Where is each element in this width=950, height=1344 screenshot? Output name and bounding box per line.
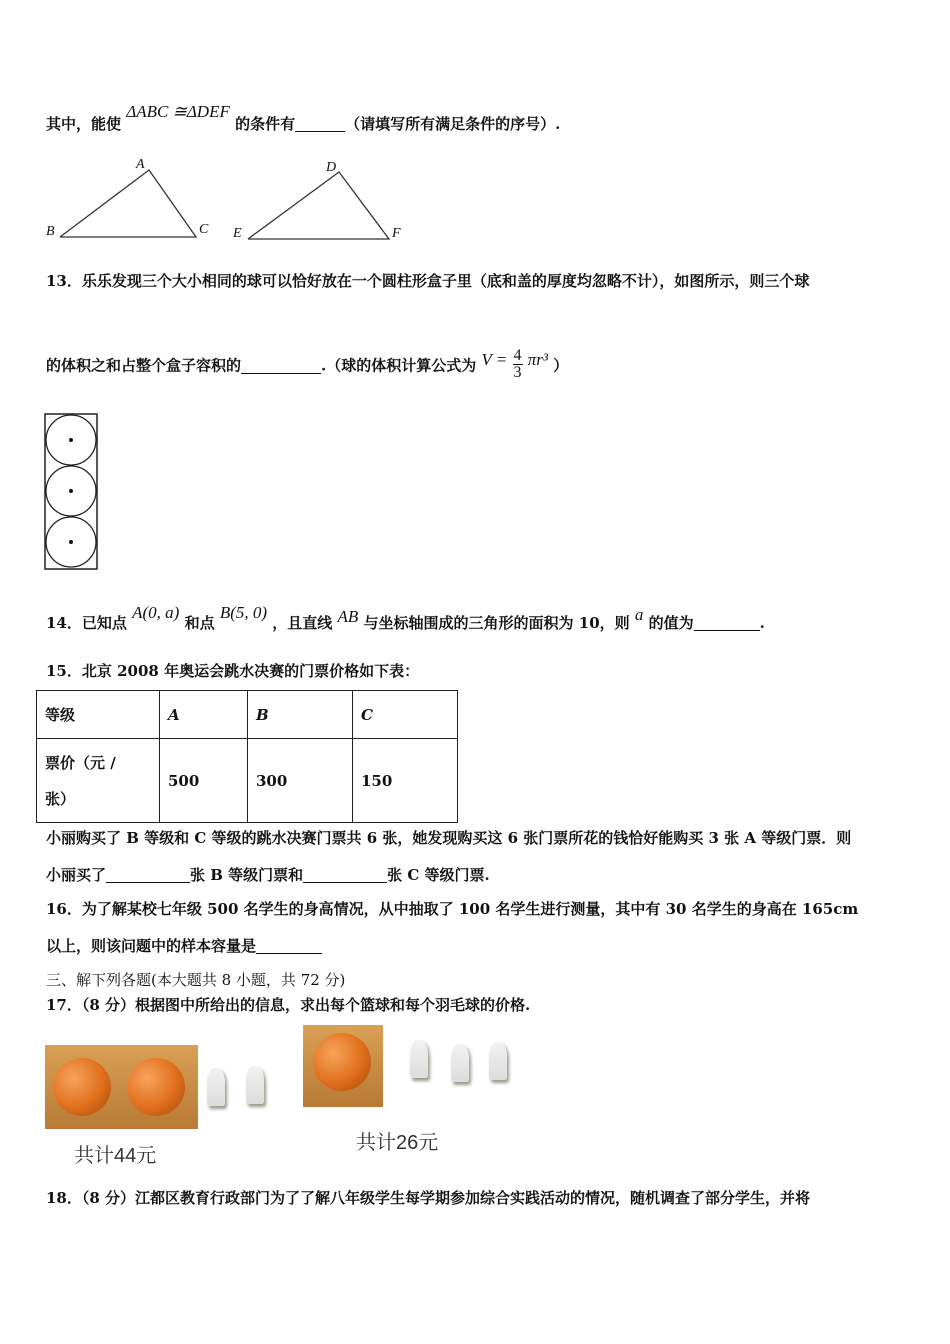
q12-line xyxy=(46,102,561,134)
shuttlecock-icon xyxy=(410,1040,428,1078)
label-e: E xyxy=(233,226,242,241)
caption-1: 共计44元 xyxy=(74,1145,157,1167)
triangle-def xyxy=(248,172,389,239)
price-b: 300 xyxy=(248,739,353,823)
shuttlecock-icon xyxy=(207,1068,225,1106)
label-f: F xyxy=(392,226,401,241)
q14-line-ab: AB xyxy=(337,607,359,626)
section-heading: 三、解下列各题(本大题共 8 小题，共 72 分) xyxy=(46,971,346,989)
table-price-row xyxy=(37,739,458,823)
triangle-abc xyxy=(60,170,196,237)
shuttlecock-icon xyxy=(246,1066,264,1104)
formula-tail: πr³ xyxy=(527,349,548,369)
label-c: C xyxy=(199,222,209,237)
q15-text2-b: 张 B 等级门票和 xyxy=(190,866,304,884)
q17-text: 17．（8 分）根据图中所给出的信息，求出每个篮球和每个羽毛球的价格. xyxy=(46,996,531,1014)
q15-text2-a: 小丽买了 xyxy=(46,866,107,884)
shuttlecock-icon xyxy=(451,1044,469,1082)
formula-denominator: 3 xyxy=(513,364,522,381)
q14-blank xyxy=(694,615,760,631)
formula-numerator: 4 xyxy=(513,347,522,364)
q18-text: 18．（8 分）江都区教育行政部门为了了解八年级学生每学期参加综合实践活动的情况，随机调查了部分学生，并将 xyxy=(46,1189,811,1207)
q16-line2-text: 以上，则该问题中的样本容量是 xyxy=(46,937,257,955)
q14-pre: 14．已知点 xyxy=(46,614,127,632)
label-b: B xyxy=(46,224,55,239)
formula-fraction xyxy=(513,348,523,381)
picture-2 xyxy=(303,1025,383,1107)
formula-v: V = xyxy=(481,349,508,369)
q16-line1: 16．为了解某校七年级 500 名学生的身高情况，从中抽取了 100 名学生进行测量，其中有 30 名学生的身高在 165cm xyxy=(46,900,859,918)
header-a: A xyxy=(160,691,248,739)
q13-line2-end: ） xyxy=(553,356,569,375)
label-d: D xyxy=(326,160,337,175)
header-c: C xyxy=(353,691,458,739)
ball-1-center xyxy=(69,438,73,442)
q12-congruence: ΔABC ≅ΔDEF xyxy=(126,102,230,121)
price-row-label xyxy=(37,739,160,823)
q12-tail: （请填写所有满足条件的序号）. xyxy=(345,115,561,133)
q15-blank-1 xyxy=(106,867,190,883)
price-table xyxy=(36,690,458,823)
q13-blank xyxy=(241,358,321,374)
ball-3-center xyxy=(69,540,73,544)
basketball-icon xyxy=(313,1033,371,1091)
q13-line2-mid: .（球的体积计算公式为 xyxy=(321,356,477,375)
price-label-2: 张） xyxy=(45,789,76,808)
table-header-row xyxy=(37,691,458,739)
q14-point-a: A(0, a) xyxy=(132,603,180,622)
q15-intro: 15．北京 2008 年奥运会跳水决赛的门票价格如下表： xyxy=(46,662,420,680)
q15-text2-c: 张 C 等级门票. xyxy=(387,866,490,884)
shuttlecock-icon xyxy=(489,1042,507,1080)
q14-and: 和点 xyxy=(184,614,215,632)
q13-line2-pre: 的体积之和占整个盒子容积的 xyxy=(46,356,242,375)
q16-line2 xyxy=(46,935,322,956)
cylinder-figure xyxy=(44,413,102,573)
q13-line1: 13．乐乐发现三个大小相同的球可以恰好放在一个圆柱形盒子里（底和盖的厚度均忽略不计），如图所示，则三个球 xyxy=(46,272,810,290)
ball-2-center xyxy=(69,489,73,493)
q14-var-a: a xyxy=(634,605,644,624)
q12-pre: 其中，能使 xyxy=(46,115,122,133)
q15-blank-2 xyxy=(303,867,387,883)
label-a: A xyxy=(136,157,145,172)
header-grade: 等级 xyxy=(37,691,160,739)
basketball-icon xyxy=(53,1058,111,1116)
caption-2: 共计26元 xyxy=(356,1132,439,1154)
q15-text2 xyxy=(46,864,490,885)
picture-1 xyxy=(45,1045,198,1129)
q16-blank xyxy=(256,938,322,954)
q15-text1: 小丽购买了 B 等级和 C 等级的跳水决赛门票共 6 张，她发现购买这 6 张门票所花的钱恰好能购买 3 张 A 等级门票．则 xyxy=(46,829,852,847)
q12-post: 的条件有 xyxy=(235,115,296,133)
q13-line2 xyxy=(46,347,569,383)
q14-line: 14．已知点 A(0, a) 和点 B(5, 0) ，且直线 AB 与坐标轴围成的三角形的面积为 10，则 a 的值为 . xyxy=(46,603,765,632)
triangles-figure xyxy=(40,155,420,250)
price-c: 150 xyxy=(353,739,458,823)
q14-post: 的值为 xyxy=(648,614,694,632)
q14-point-b: B(5, 0) xyxy=(219,603,268,622)
basketball-icon xyxy=(127,1058,185,1116)
header-b: B xyxy=(248,691,353,739)
price-a: 500 xyxy=(160,739,248,823)
q14-mid2: 与坐标轴围成的三角形的面积为 10，则 xyxy=(363,614,630,632)
q12-blank xyxy=(295,116,345,132)
price-label-1: 票价（元 / xyxy=(45,753,116,772)
q14-mid: ，且直线 xyxy=(272,614,333,632)
